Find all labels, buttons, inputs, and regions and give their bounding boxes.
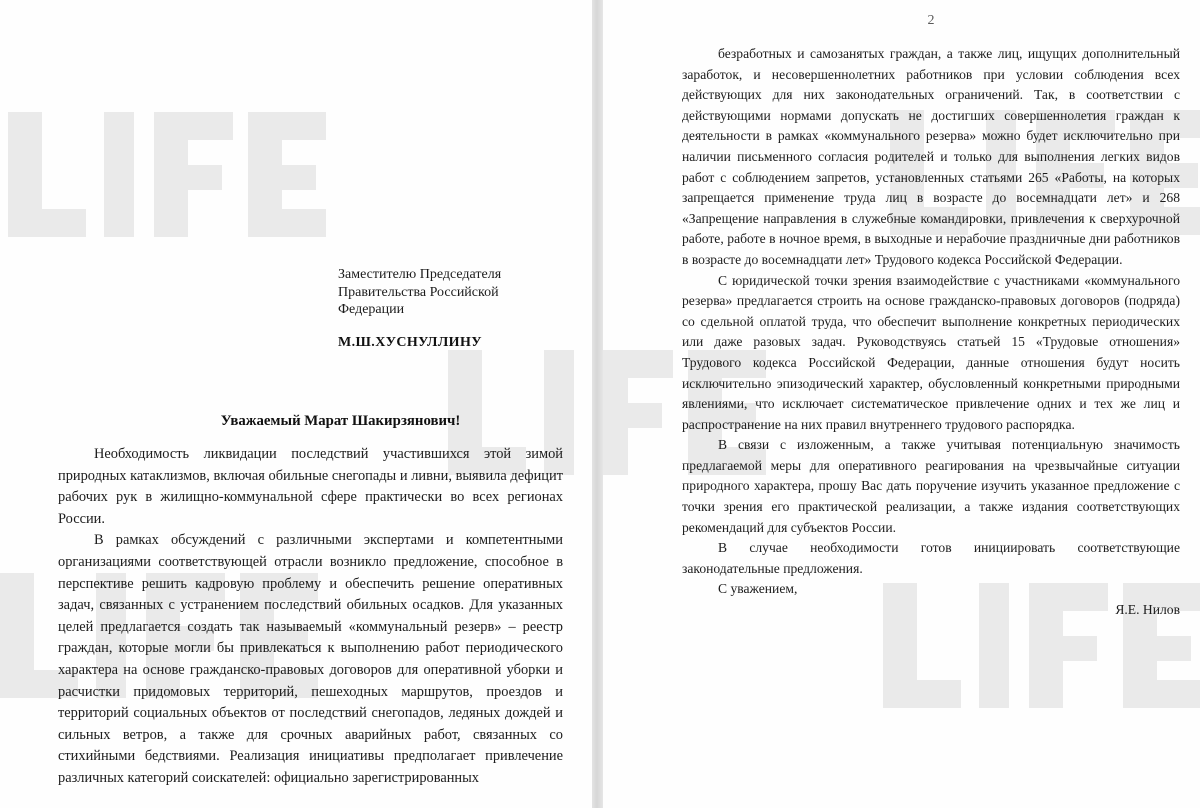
page-2-body — [682, 44, 1180, 621]
addressee-line: Заместителю Председателя — [338, 267, 502, 282]
signature-name: Я.Е. Нилов — [1115, 602, 1180, 618]
paragraph: С юридической точки зрения взаимодействие с участниками «коммунального резерва» предлагается строить на основе гражданско-правовых договоров (подряда) со сдельной оплатой труда, что обеспечит выполнение конкретных периодических или даже разовых задач. Руководствуясь статьей 15 «Трудовые отношения» Трудового кодекса Российской Федерации, данные отношения будут носить исключительно эпизодический характер, обусловленный конкретными природными явлениями, что исключает систематическое привлечение одних и тех же лиц и распространение на них правил внутреннего трудового распорядка. — [682, 272, 1180, 432]
letter-page-1 — [0, 0, 592, 808]
paragraph: В рамках обсуждений с различными экспертами и компетентными организациями соответствующей отрасли возникло предложение, способное в перспективе решить кадровую проблему и обеспечить решение оперативных задач, связанных с устранением последствий обильных осадков. Для указанных целей предлагается создать так называемый «коммунальный резерв» – реестр граждан, которые могли бы привлекаться к выполнению работ периодического характера на основе гражданско-правовых договоров для оперативной уборки и расчистки придомовых территорий, пешеходных маршрутов, проездов и территорий социальных объектов от последствий снегопадов, ледяных дождей и сильных ветров, а также для срочных аварийных работ, связанных со стихийными бедствиями. Реализация инициативы предполагает привлечение различных категорий соискателей: официально зарегистрированных — [58, 532, 563, 786]
page-number: 2 — [927, 13, 935, 28]
paragraph: В случае необходимости готов инициировать соответствующие законодательные предложения. — [682, 540, 1180, 576]
paragraph: В связи с изложенным, а также учитывая потенциальную значимость предлагаемой меры для оперативного реагирования на чрезвычайные ситуации природного характера, прошу Вас дать поручение изучить указанное предложение с точки зрения его практической реализации, а также издания соответствующих рекомендаций для субъектов России. — [682, 437, 1180, 535]
addressee-block — [338, 266, 568, 351]
page-1-body — [58, 444, 563, 790]
letter-page-2 — [603, 0, 1200, 808]
salutation: Уважаемый Марат Шакирзянович! — [220, 413, 461, 429]
addressee-name: М.Ш.ХУСНУЛЛИНУ — [338, 334, 482, 350]
closing-phrase: С уважением, — [718, 581, 798, 597]
paragraph: Необходимость ликвидации последствий участившихся этой зимой природных катаклизмов, включая обильные снегопады и ливни, выявила дефицит рабочих рук в жилищно-коммунальной сфере практически во всех регионах России. — [58, 446, 563, 527]
page-gutter-divider — [592, 0, 603, 808]
addressee-line: Федерации — [338, 302, 405, 317]
paragraph: безработных и самозанятых граждан, а также лиц, ищущих дополнительный заработок, и несовершеннолетних работников при условии соблюдения всех действующих для них законодательных ограничений. Так, в соответствии с действующими нормами допускать не достигших совершеннолетия граждан к деятельности в рамках «коммунального резерва» можно будет исключительно при наличии письменного согласия родителей и только для выполнения легких видов работ с соблюдением запретов, установленных статьями 265 «Работы, на которых запрещается применение труда лиц в возрасте до восемнадцати лет» и 268 «Запрещение направления в служебные командировки, привлечения к сверхурочной работе, работе в ночное время, в выходные и нерабочие праздничные дни работников в возрасте до восемнадцати лет» Трудового кодекса Российской Федерации. — [682, 46, 1180, 267]
addressee-line: Правительства Российской — [338, 284, 499, 300]
